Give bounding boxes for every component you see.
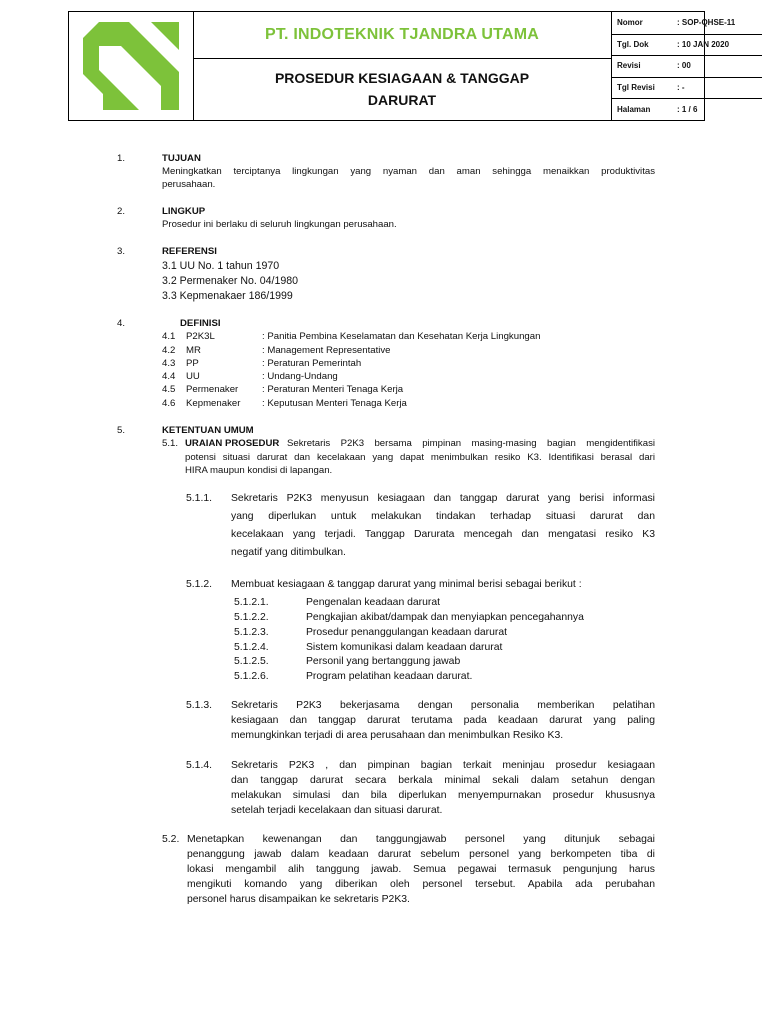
meta-row	[611, 55, 762, 78]
subitem-text: melakukan simulasi dan bila diperlukan menyempurnakan prosedur khususnya	[231, 790, 655, 801]
subitem-number: 5.1.1.	[186, 493, 212, 504]
meta-row	[611, 77, 762, 100]
list-number: 5.1.2.6.	[234, 671, 269, 682]
section-number: 4.	[117, 318, 126, 329]
section-heading: DEFINISI	[180, 318, 221, 329]
document-title	[193, 58, 611, 120]
meta-value: : 10 JAN 2020	[677, 39, 730, 49]
subitem-text: Membuat kesiagaan & tanggap darurat yang minimal berisi sebagai berikut :	[231, 579, 582, 590]
title-line-1: PROSEDUR KESIAGAAN & TANGGAP	[274, 70, 530, 86]
definition-text: : Peraturan Pemerintah	[262, 358, 362, 369]
subitem-text: Sekretaris P2K3 , dan pimpinan bagian terkait meninjau prosedur kesiagaan	[231, 760, 655, 771]
definition-term: MR	[186, 345, 201, 356]
section-number: 2.	[117, 206, 126, 217]
section-text: perusahaan.	[162, 179, 216, 190]
definition-number: 4.1	[162, 331, 176, 342]
definition-term: Kepmenaker	[186, 398, 241, 409]
subitem-text: dan tanggap darurat secara berkala minimal sekali dalam setahun dengan	[231, 775, 655, 786]
meta-value: : 00	[677, 61, 691, 71]
paragraph-number: 5.1.	[162, 438, 179, 449]
meta-key: Halaman	[617, 104, 651, 114]
meta-value: : -	[677, 83, 685, 93]
subitem-number: 5.1.2.	[186, 579, 212, 590]
section-number: 1.	[117, 153, 126, 164]
section-heading: LINGKUP	[162, 206, 206, 217]
company-logo-icon	[69, 12, 194, 120]
reference-item: 3.2 Permenaker No. 04/1980	[162, 275, 299, 287]
paragraph-text: Menetapkan kewenangan dan tanggungjawab personel yang ditunjuk sebagai	[187, 834, 655, 845]
reference-item: 3.3 Kepmenakaer 186/1999	[162, 290, 293, 302]
list-number: 5.1.2.5.	[234, 656, 269, 667]
paragraph-text: personel harus disampaikan ke sekretaris P2K3.	[187, 894, 410, 905]
definition-term: PP	[186, 358, 199, 369]
meta-key: Tgl Revisi	[617, 83, 655, 93]
paragraph-text: Sekretaris P2K3 bersama pimpinan masing-masing bagian mengidentifikasi	[287, 438, 655, 449]
paragraph-text: potensi situasi darurat dan kecelakaan yang dapat menimbulkan resiko K3. Identifikasi berasal dari	[185, 452, 655, 463]
list-item: Personil yang bertanggung jawab	[306, 656, 461, 667]
paragraph-number: 5.2.	[162, 834, 180, 845]
definition-number: 4.4	[162, 371, 176, 382]
definition-term: UU	[186, 371, 200, 382]
definition-text: : Keputusan Menteri Tenaga Kerja	[262, 398, 407, 409]
list-item: Sistem komunikasi dalam keadaan darurat	[306, 642, 503, 653]
section-heading: REFERENSI	[162, 246, 217, 257]
subitem-text: negatif yang ditimbulkan.	[231, 547, 346, 558]
subitem-text: kesiagaan dan tanggap darurat terutama pada keadaan darurat yang paling	[231, 715, 655, 726]
title-line-2: DARURAT	[367, 92, 437, 108]
subitem-text: Sekretaris P2K3 bekerjasama dengan personalia memberikan pelatihan	[231, 700, 655, 711]
meta-row	[611, 12, 762, 35]
company-name: PT. INDOTEKNIK TJANDRA UTAMA	[193, 12, 611, 59]
section-text: Prosedur ini berlaku di seluruh lingkungan perusahaan.	[162, 219, 397, 230]
reference-item: 3.1 UU No. 1 tahun 1970	[162, 260, 280, 272]
definition-number: 4.3	[162, 358, 176, 369]
section-heading: KETENTUAN UMUM	[162, 425, 254, 436]
subitem-text: memungkinkan terjadi di area perusahaan dan menimbulkan Resiko K3.	[231, 730, 564, 741]
section-text: Meningkatkan terciptanya lingkungan yang nyaman dan aman sehingga menaikkan produktivitas	[162, 166, 655, 177]
subitem-text: setelah terjadi kecelakaan dan situasi darurat.	[231, 805, 443, 816]
list-item: Prosedur penanggulangan keadaan darurat	[306, 627, 508, 638]
definition-text: : Peraturan Menteri Tenaga Kerja	[262, 384, 404, 395]
meta-value: : 1 / 6	[677, 104, 698, 114]
list-number: 5.1.2.4.	[234, 642, 269, 653]
meta-value: : SOP-QHSE-11	[677, 18, 736, 28]
document-header	[68, 11, 736, 121]
header-center	[193, 12, 612, 120]
list-number: 5.1.2.2.	[234, 612, 269, 623]
paragraph-text: HIRA maupun kondisi di lapangan.	[185, 465, 333, 476]
section-heading: TUJUAN	[162, 153, 201, 164]
definition-text: : Panitia Pembina Keselamatan dan Kesehatan Kerja Lingkungan	[262, 331, 541, 342]
definition-number: 4.6	[162, 398, 176, 409]
subitem-text: Sekretaris P2K3 menyusun kesiagaan dan tanggap darurat yang berisi informasi	[231, 493, 655, 504]
definition-text: : Management Representative	[262, 345, 391, 356]
section-number: 5.	[117, 425, 126, 436]
paragraph-text: penanggung jawab dalam keadaan darurat sebelum personel yang berkompeten tiba di	[187, 849, 655, 860]
definition-term: P2K3L	[186, 331, 215, 342]
definition-text: : Undang-Undang	[262, 371, 338, 382]
subitem-text: kecelakaan yang terjadi. Tanggap Darurata mencegah dan mengatasi resiko K3	[231, 529, 655, 540]
meta-row	[611, 34, 762, 57]
section-number: 3.	[117, 246, 126, 257]
paragraph-text: lokasi mengambil alih tanggung jawab. Semua pegawai termasuk pengunjung harus	[187, 864, 655, 875]
subitem-text: yang diperlukan untuk melakukan tindakan terhadap situasi darurat dan	[231, 511, 655, 522]
definition-number: 4.2	[162, 345, 176, 356]
paragraph-title: URAIAN PROSEDUR	[185, 438, 280, 449]
list-number: 5.1.2.3.	[234, 627, 269, 638]
meta-row	[611, 98, 762, 120]
definition-number: 4.5	[162, 384, 176, 395]
list-item: Pengenalan keadaan darurat	[306, 597, 441, 608]
paragraph-text: mengikuti komando yang diberikan oleh personel tersebut. Apabila ada perubahan	[187, 879, 655, 890]
meta-key: Tgl. Dok	[617, 39, 649, 49]
list-item: Program pelatihan keadaan darurat.	[306, 671, 473, 682]
document-meta	[611, 12, 736, 120]
meta-key: Nomor	[617, 18, 643, 28]
meta-key: Revisi	[617, 61, 641, 71]
definition-term: Permenaker	[186, 384, 239, 395]
list-number: 5.1.2.1.	[234, 597, 269, 608]
subitem-number: 5.1.3.	[186, 700, 212, 711]
subitem-number: 5.1.4.	[186, 760, 212, 771]
list-item: Pengkajian akibat/dampak dan menyiapkan pencegahannya	[306, 612, 584, 623]
